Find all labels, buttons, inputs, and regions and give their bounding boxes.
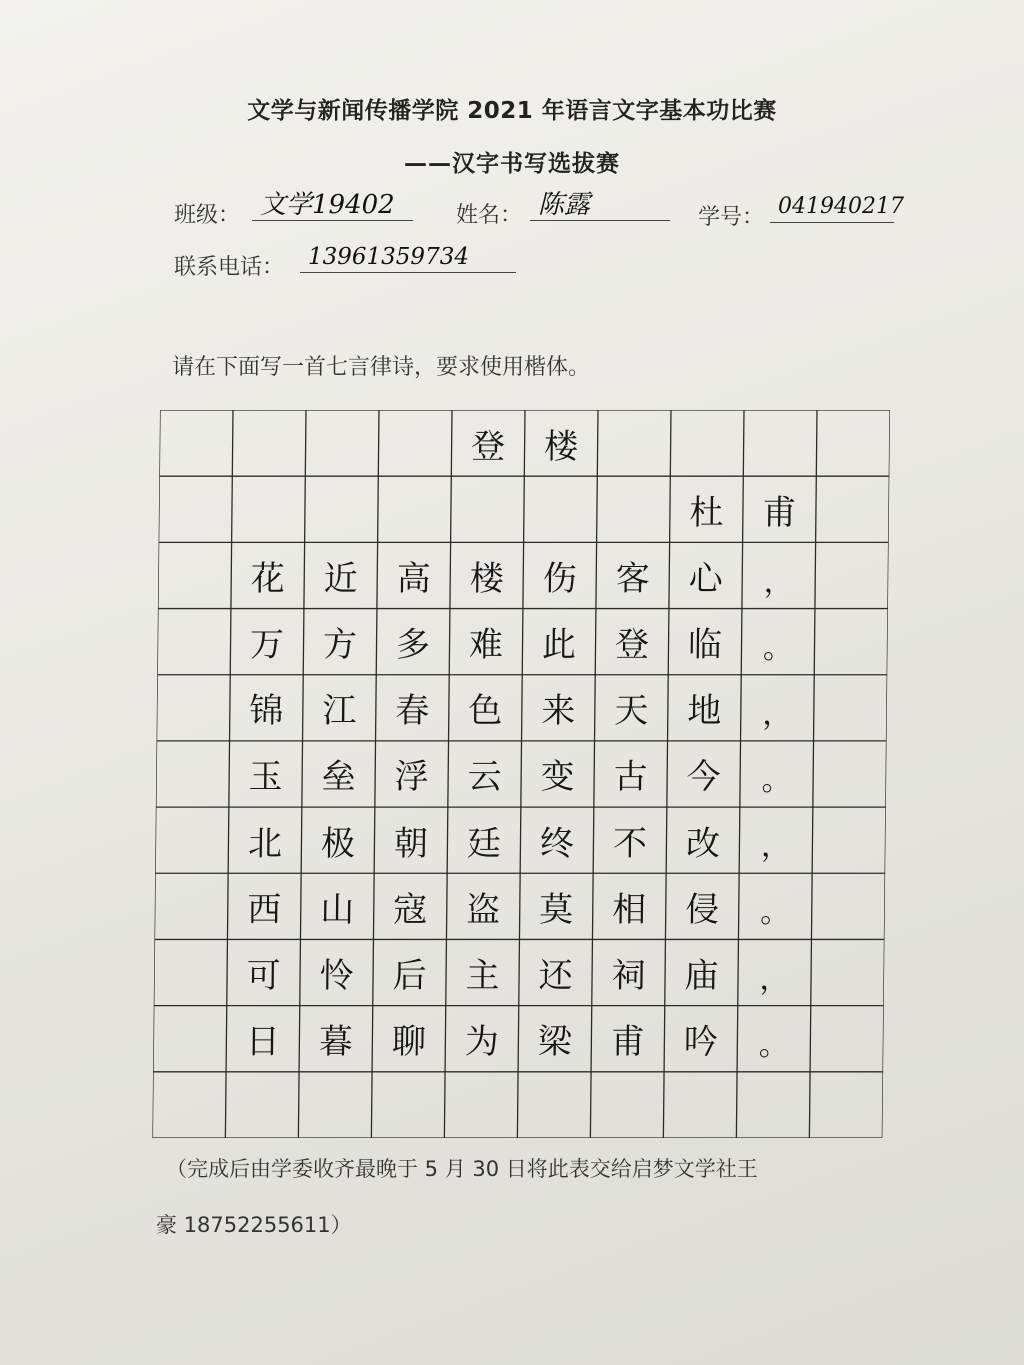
grid-cell: 北 [247,823,283,864]
grid-cell [524,476,598,542]
grid-cell: 日 [245,1022,281,1063]
grid-cell [371,1072,445,1138]
grid-cell [597,410,671,476]
grid-cell: 。 [761,763,792,799]
grid-cell: ， [762,696,793,732]
grid-cell [378,476,452,542]
grid-cell: 。 [760,895,791,931]
grid-cell [590,1072,664,1138]
grid-cell: 相 [612,889,647,930]
grid-cell: 杜 [689,492,724,533]
grid-cell: 多 [395,625,431,666]
class-label: 班级： [174,203,241,228]
grid-cell [159,476,233,542]
grid-cell: 浮 [394,757,429,798]
grid-cell: 莫 [539,889,574,930]
page-subtitle: ——汉字书写选拔赛 [404,151,620,177]
grid-cell [232,476,306,542]
grid-cell: 云 [467,757,502,798]
grid-cell: 主 [465,956,500,997]
page-title: 文学与新闻传播学院 2021 年语言文字基本功比赛 [247,98,777,124]
grid-cell: ， [760,829,792,865]
grid-cell: 怜 [319,956,354,997]
grid-cell [814,675,888,741]
grid-cell [451,476,525,542]
grid-cell: 高 [396,558,431,599]
student-id-field[interactable]: 041940217 [770,192,894,223]
grid-cell: 方 [322,625,358,666]
grid-cell: 客 [615,558,650,599]
grid-cell: 花 [250,558,285,599]
grid-cell [305,410,379,476]
grid-cell: 垒 [321,757,356,798]
grid-cell [154,873,228,939]
class-field[interactable]: 文学19402 [252,190,413,221]
grid-cell: 朝 [393,823,429,864]
grid-cell: 春 [395,691,430,732]
grid-cell [157,609,231,675]
grid-cell [153,1006,227,1072]
grid-cell [816,410,890,476]
grid-cell [813,741,887,807]
grid-cell [225,1072,299,1138]
grid-cell: 甫 [762,492,797,533]
grid-cell [378,410,452,476]
grid-cell: 不 [612,823,648,864]
student-id-label: 学号： [698,205,765,230]
grid-cell: 甫 [610,1022,646,1063]
grid-cell [810,1006,884,1072]
grid-cell: 廷 [466,823,502,864]
grid-cell: 吟 [683,1022,719,1063]
grid-cell: ， [763,564,794,600]
grid-cell [811,873,885,939]
grid-cell [444,1072,518,1138]
grid-cell: 西 [247,889,282,930]
grid-cell [814,609,888,675]
grid-cell [158,542,232,608]
grid-cell: 近 [323,558,358,599]
grid-cell: 江 [322,691,357,732]
grid-cell: 后 [392,956,427,997]
grid-cell [156,741,230,807]
grid-cell: 此 [541,625,577,666]
grid-cell [663,1072,737,1138]
grid-cell: 楼 [543,426,579,467]
phone-field[interactable]: 13961359734 [300,242,516,273]
grid-cell [670,410,744,476]
grid-cell [743,410,817,476]
writing-grid [152,410,890,1138]
grid-cell: 祠 [611,956,646,997]
grid-cell [232,410,306,476]
grid-cell: ， [759,961,790,997]
submission-note-line1: （完成后由学委收齐最晚于 5 月 30 日将此表交给启梦文学社王 [166,1157,758,1181]
grid-cell: 。 [758,1027,790,1063]
grid-cell: 心 [688,558,723,599]
instruction-text: 请在下面写一首七言律诗，要求使用楷体。 [172,355,591,380]
submission-note-line2: 豪 18752255611） [156,1213,352,1237]
grid-cell [155,807,229,873]
grid-cell: 难 [468,625,504,666]
grid-cell: 极 [320,823,356,864]
grid-cell: 山 [320,889,355,930]
grid-cell [812,807,886,873]
grid-cell: 终 [539,823,575,864]
grid-cell: 为 [464,1022,500,1063]
grid-cell: 变 [540,757,575,798]
name-field[interactable]: 陈露 [530,190,670,221]
grid-cell: 今 [686,757,721,798]
grid-cell: 地 [687,691,722,732]
phone-label: 联系电话： [174,255,285,280]
grid-cell: 玉 [248,757,283,798]
grid-cell [159,410,233,476]
grid-cell [157,675,231,741]
grid-cell: 来 [541,691,576,732]
grid-cell: 可 [246,956,281,997]
grid-cell [298,1072,372,1138]
grid-cell: 改 [685,823,721,864]
grid-cell: 临 [687,625,723,666]
grid-cell: 登 [614,625,650,666]
grid-cell: 寇 [393,889,428,930]
grid-cell [517,1072,591,1138]
grid-cell [815,542,889,608]
grid-cell [152,1072,226,1138]
grid-cell: 还 [538,956,573,997]
grid-cell [305,476,379,542]
grid-cell: 。 [762,630,794,666]
grid-cell: 楼 [469,558,504,599]
grid-cell: 色 [468,691,503,732]
grid-cell: 暮 [318,1022,354,1063]
grid-cell: 侵 [685,889,720,930]
name-label: 姓名： [456,203,523,228]
grid-cell: 登 [470,426,506,467]
grid-cell: 伤 [542,558,577,599]
grid-cell [154,939,228,1005]
grid-cell [811,939,885,1005]
grid-cell: 庙 [684,956,719,997]
grid-cell [809,1072,883,1138]
grid-cell [736,1072,810,1138]
grid-cell: 锦 [249,691,284,732]
grid-cell: 聊 [391,1022,427,1063]
grid-cell: 盗 [466,889,501,930]
grid-cell: 天 [614,691,649,732]
grid-cell: 古 [613,757,648,798]
grid-cell [816,476,890,542]
grid-cell: 梁 [537,1022,573,1063]
grid-cell: 万 [249,625,285,666]
grid-cell [597,476,671,542]
